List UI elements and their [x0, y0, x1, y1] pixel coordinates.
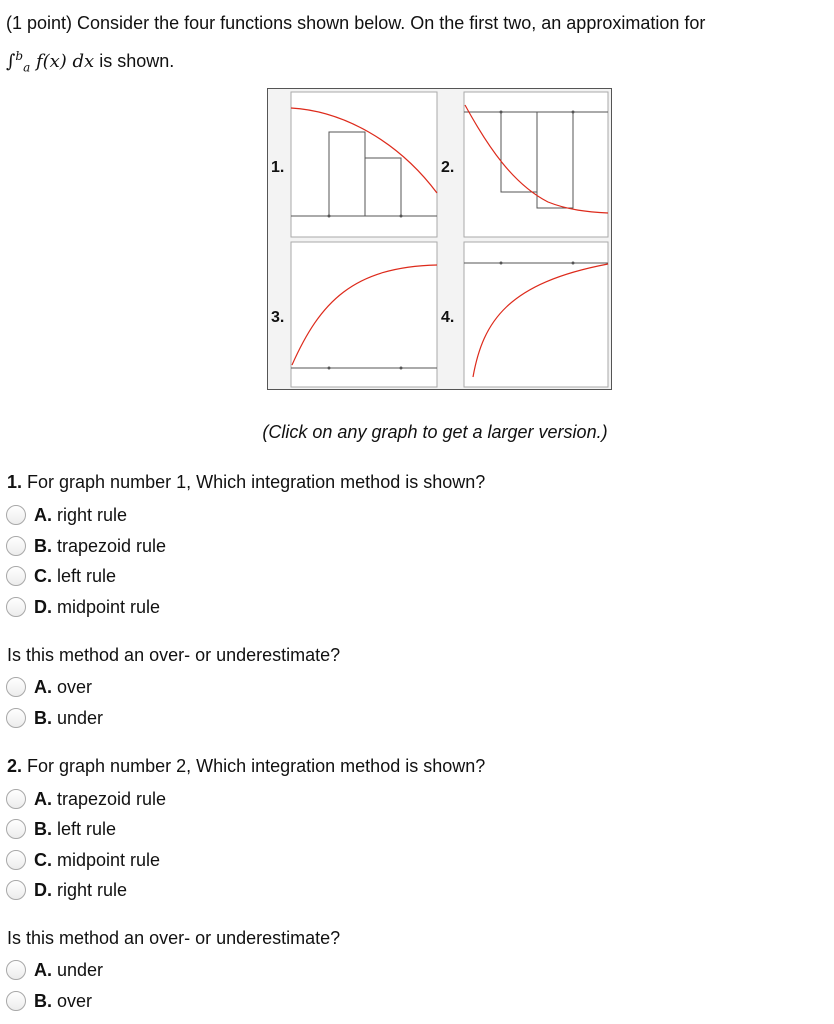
graph-1[interactable] — [271, 92, 437, 237]
graph-4[interactable] — [441, 242, 608, 387]
radio-button[interactable] — [6, 536, 26, 556]
integral-upper-limit: b — [15, 49, 24, 63]
integral-expression — [6, 49, 95, 75]
q2-option-b[interactable] — [6, 816, 116, 842]
graph-3-tick-a — [328, 367, 331, 370]
graph-2[interactable] — [441, 92, 608, 237]
integral-lower-limit: a — [23, 60, 31, 75]
question-2-estimate-prompt: Is this method an over- or underestimate? — [7, 928, 341, 948]
graph-3-label: 3. — [271, 309, 285, 326]
integral-sign: ∫ — [6, 51, 16, 72]
question-number: 2. — [7, 756, 23, 776]
graph-2-label: 2. — [441, 159, 455, 176]
radio-button[interactable] — [6, 819, 26, 839]
radio-button[interactable] — [6, 789, 26, 809]
q2-estimate-option-a[interactable] — [6, 957, 103, 983]
q1-option-d[interactable] — [6, 594, 160, 620]
option-text: over — [57, 990, 93, 1011]
graph-2-plot-area — [464, 92, 608, 237]
question-2-prompt — [7, 756, 485, 777]
option-letter: D. — [34, 596, 52, 617]
radio-button[interactable] — [6, 850, 26, 870]
question-number: 1. — [7, 472, 23, 492]
option-text: left rule — [57, 565, 117, 586]
option-text: trapezoid rule — [57, 535, 167, 556]
radio-button[interactable] — [6, 708, 26, 728]
option-letter: A. — [34, 676, 52, 697]
integrand: f(x) dx — [30, 51, 95, 72]
option-text: under — [57, 959, 104, 980]
graphs-svg[interactable] — [268, 89, 611, 389]
option-letter: A. — [34, 504, 52, 525]
graph-4-tick-a — [500, 262, 503, 265]
radio-button[interactable] — [6, 505, 26, 525]
graph-4-tick-b — [572, 262, 575, 265]
option-letter: A. — [34, 959, 52, 980]
option-text: right rule — [57, 504, 128, 525]
option-letter: B. — [34, 990, 52, 1011]
q1-option-c[interactable] — [6, 563, 116, 589]
intro-line-2-rest: is shown. — [94, 51, 175, 71]
graph-1-label: 1. — [271, 159, 285, 176]
graph-4-label: 4. — [441, 309, 455, 326]
q1-option-a[interactable] — [6, 502, 127, 528]
graph-1-tick-a — [328, 215, 331, 218]
graph-2-tick-a — [500, 111, 503, 114]
graph-caption: (Click on any graph to get a larger version.) — [262, 422, 608, 442]
graph-4-plot-area — [464, 242, 608, 387]
option-text: over — [57, 676, 93, 697]
radio-button[interactable] — [6, 566, 26, 586]
option-text: right rule — [57, 879, 128, 900]
q2-option-d[interactable] — [6, 877, 127, 903]
q2-estimate-option-b[interactable] — [6, 988, 92, 1014]
option-letter: B. — [34, 535, 52, 556]
q1-option-b[interactable] — [6, 533, 166, 559]
option-letter: A. — [34, 788, 52, 809]
graph-3-plot-area — [291, 242, 437, 387]
intro-line-1: (1 point) Consider the four functions shown below. On the first two, an approximation for — [6, 13, 706, 33]
radio-button[interactable] — [6, 597, 26, 617]
q1-estimate-option-b[interactable] — [6, 705, 103, 731]
option-letter: B. — [34, 818, 52, 839]
option-text: midpoint rule — [57, 849, 161, 870]
option-letter: D. — [34, 879, 52, 900]
radio-button[interactable] — [6, 880, 26, 900]
radio-button[interactable] — [6, 960, 26, 980]
question-1-estimate-prompt: Is this method an over- or underestimate? — [7, 645, 341, 665]
graph-2-tick-b — [572, 111, 575, 114]
option-letter: C. — [34, 565, 52, 586]
q2-option-a[interactable] — [6, 786, 166, 812]
radio-button[interactable] — [6, 677, 26, 697]
problem-intro — [6, 7, 828, 85]
option-text: midpoint rule — [57, 596, 161, 617]
q2-option-c[interactable] — [6, 847, 160, 873]
graph-3-tick-b — [400, 367, 403, 370]
graph-1-tick-b — [400, 215, 403, 218]
intro-line-2 — [6, 40, 828, 85]
graph-3[interactable] — [271, 242, 437, 387]
option-text: left rule — [57, 818, 117, 839]
q1-estimate-option-a[interactable] — [6, 674, 92, 700]
radio-button[interactable] — [6, 991, 26, 1011]
option-letter: B. — [34, 707, 52, 728]
question-1-prompt — [7, 472, 485, 493]
question-text: For graph number 2, Which integration method is shown? — [22, 756, 486, 776]
graph-1-plot-area — [291, 92, 437, 237]
option-text: under — [57, 707, 104, 728]
graphs-figure[interactable] — [267, 88, 612, 390]
question-text: For graph number 1, Which integration method is shown? — [22, 472, 486, 492]
option-text: trapezoid rule — [57, 788, 167, 809]
option-letter: C. — [34, 849, 52, 870]
